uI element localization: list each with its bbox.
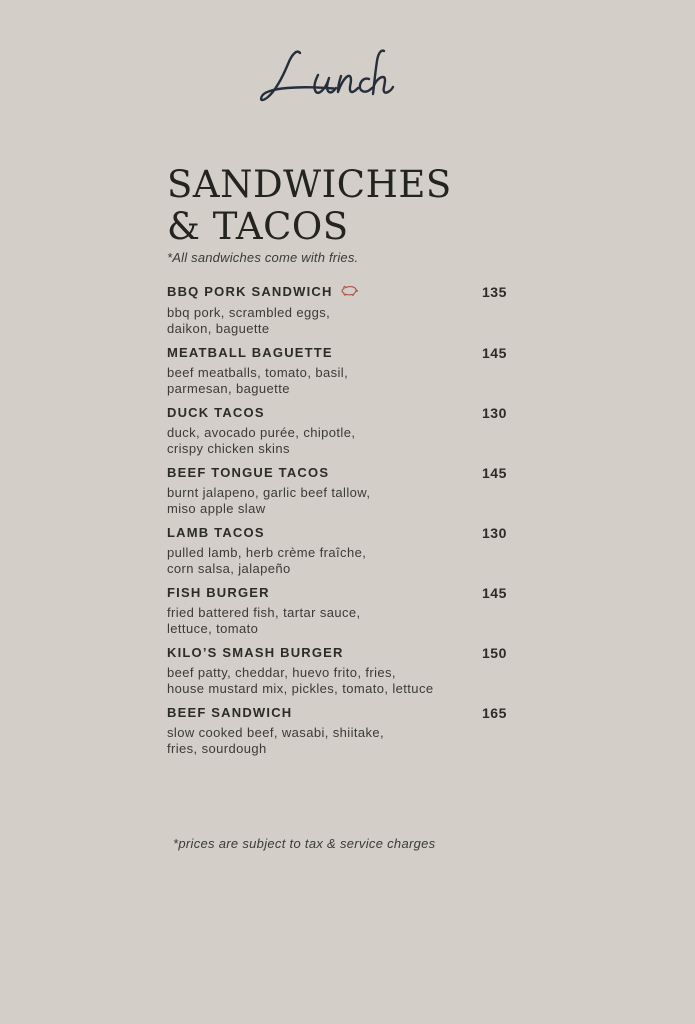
menu-item-lamb-tacos [167,525,508,577]
menu-items-list [167,284,508,757]
item-head [167,284,508,301]
menu-item-duck-tacos [167,405,508,457]
item-description-line: miso apple slaw [167,501,266,516]
menu-item-bbq-pork-sandwich [167,284,508,337]
item-name: LAMB TACOS [167,525,265,540]
item-description-line: crispy chicken skins [167,441,290,456]
item-description-line: fried battered fish, tartar sauce, [167,605,361,620]
menu-item-beef-tongue-tacos [167,465,508,517]
menu-item-meatball-baguette [167,345,508,397]
item-head [167,405,508,421]
menu-item-fish-burger [167,585,508,637]
item-description-line: corn salsa, jalapeño [167,561,291,576]
item-description-line: pulled lamb, herb crème fraîche, [167,545,367,560]
item-head [167,345,508,361]
item-head [167,705,508,721]
item-price: 130 [482,525,507,541]
item-description-line: beef meatballs, tomato, basil, [167,365,349,380]
lunch-script-icon [253,46,443,121]
item-name: FISH BURGER [167,585,270,600]
section-heading-line2: & TACOS [167,205,349,248]
item-description-line: lettuce, tomato [167,621,259,636]
item-description-line: fries, sourdough [167,741,267,756]
item-description-line: daikon, baguette [167,321,270,336]
menu-script-title [253,46,443,121]
item-price: 150 [482,645,507,661]
section-note: *All sandwiches come with fries. [167,250,359,265]
item-head [167,585,508,601]
item-head [167,645,508,661]
item-description-line: slow cooked beef, wasabi, shiitake, [167,725,385,740]
item-price: 145 [482,585,507,601]
item-price: 165 [482,705,507,721]
section-heading [167,164,508,248]
item-head [167,465,508,481]
menu-item-kilos-smash-burger [167,645,508,697]
menu-item-beef-sandwich [167,705,508,757]
item-description-line: duck, avocado purée, chipotle, [167,425,356,440]
item-description-line: house mustard mix, pickles, tomato, lettuce [167,681,434,696]
item-name: KILO’S SMASH BURGER [167,645,344,660]
item-description-line: parmesan, baguette [167,381,290,396]
item-description-line: beef patty, cheddar, huevo frito, fries, [167,665,396,680]
item-price: 135 [482,284,507,300]
item-price: 130 [482,405,507,421]
item-price: 145 [482,345,507,361]
item-name: BBQ PORK SANDWICH [167,284,333,299]
item-description-line: burnt jalapeno, garlic beef tallow, [167,485,371,500]
item-name: BEEF TONGUE TACOS [167,465,330,480]
footer-note: *prices are subject to tax & service charges [173,836,436,851]
item-name: DUCK TACOS [167,405,265,420]
menu-content [167,164,508,765]
item-price: 145 [482,465,507,481]
item-description-line: bbq pork, scrambled eggs, [167,305,331,320]
pig-icon [340,284,359,301]
item-name: MEATBALL BAGUETTE [167,345,333,360]
item-name: BEEF SANDWICH [167,705,293,720]
section-heading-line1: SANDWICHES [167,163,452,206]
item-head [167,525,508,541]
